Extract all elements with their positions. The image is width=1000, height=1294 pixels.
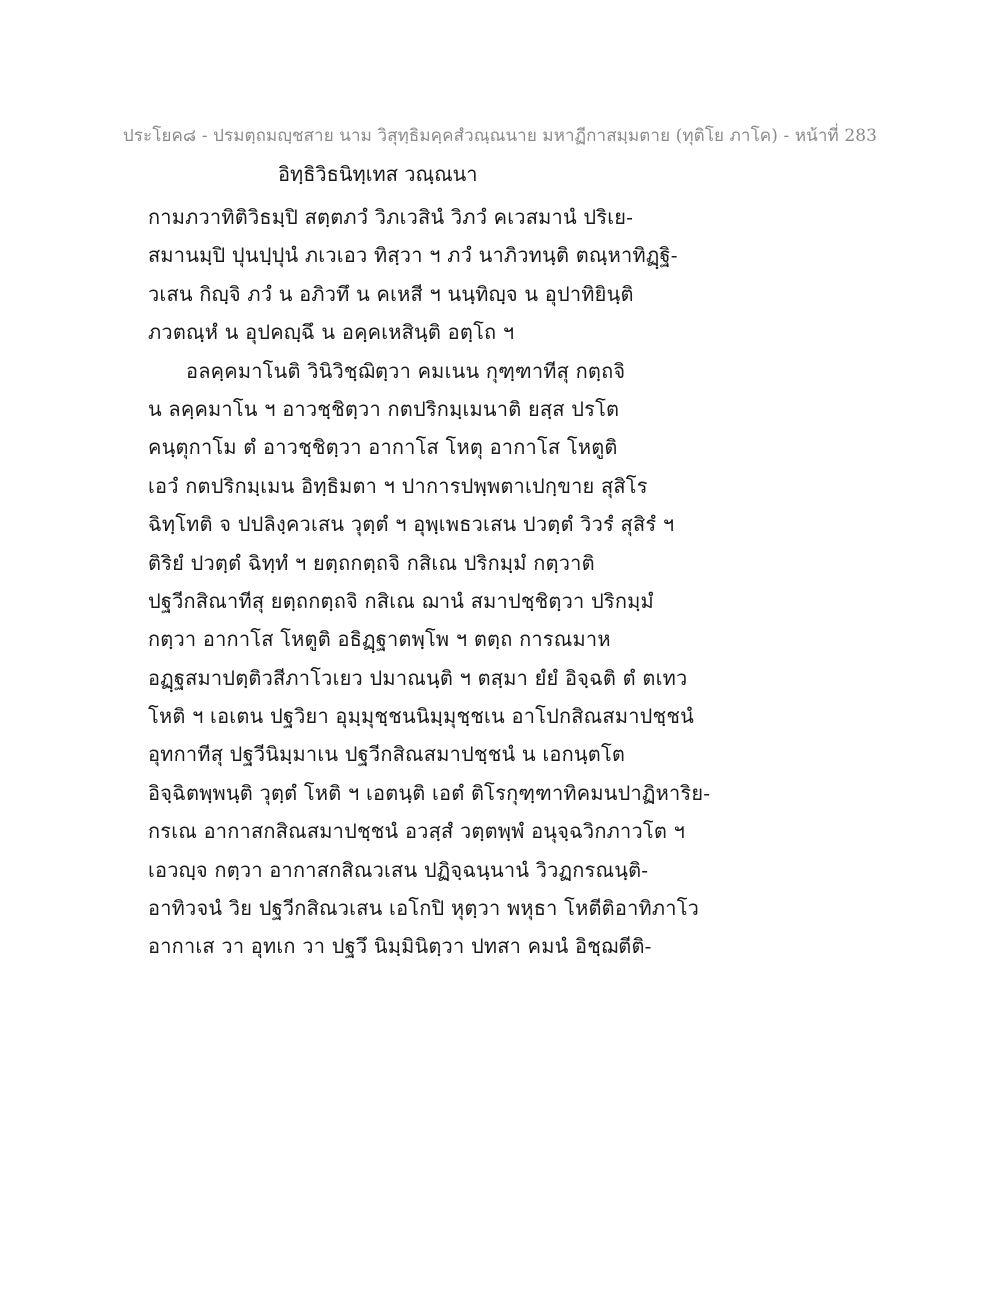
text-line: ฉิทฺโทติ จ ปปลิงฺควเสน วุตฺตํ ฯ อุพฺเพธวเสน ปวตฺตํ วิวรํ สุสิรํ ฯ (148, 512, 675, 537)
text-line: อุทกาทีสุ ปฐวีนิมฺมาเน ปฐวีกสิณสมาปชฺชนํ น เอกนฺตโต (148, 742, 626, 767)
text-line: อฏฺฐสมาปตฺติวสีภาโวเยว ปมาณนฺติ ฯ ตสฺมา ยํยํ อิจฺฉติ ตํ ตเทว (148, 665, 688, 690)
body-text (148, 198, 848, 966)
text-line: เอวํ กตปริกมฺเมน อิทฺธิมตา ฯ ปาการปพฺพตาเปกฺขาย สุสิโร (148, 473, 648, 498)
text-line: น ลคฺคมาโน ฯ อาวชฺชิตฺวา กตปริกมฺเมนาติ ยสฺส ปรโต (148, 396, 620, 421)
section-title: อิทฺธิวิธนิทฺเทส วณฺณนา (278, 162, 478, 186)
text-line: อากาเส วา อุทเก วา ปฐวึ นิมฺมินิตฺวา ปทสา คมนํ อิชฺฌตีติ- (148, 934, 652, 959)
text-line: กตฺวา อากาโส โหตูติ อธิฏฺฐาตพฺโพ ฯ ตตฺถ การณมาห (148, 627, 611, 652)
text-line: กรเณ อากาสกสิณสมาปชฺชนํ อวสฺสํ วตฺตพฺพํ อนุจฺฉวิกภาวโต ฯ (148, 819, 686, 844)
text-line: คนฺตุกาโม ตํ อาวชฺชิตฺวา อากาโส โหตุ อากาโส โหตูติ (148, 435, 618, 460)
text-line: ภวตณฺหํ น อุปคญฺฉึ น อคฺคเหสินฺติ อตฺโถ ฯ (148, 320, 515, 345)
text-line: กามภวาทิติวิธมฺปิ สตฺตภวํ วิภเวสินํ วิภวํ คเวสมานํ ปริเย- (148, 205, 634, 229)
text-line: โหติ ฯ เอเตน ปฐวิยา อุมฺมุชฺชนนิมฺมุชฺชเน อาโปกสิณสมาปชฺชนํ (148, 704, 694, 729)
text-line: ปฐวีกสิณาทีสุ ยตฺถกตฺถจิ กสิเณ ฌานํ สมาปชฺชิตฺวา ปริกมฺมํ (148, 588, 654, 613)
running-head: ประโยค๘ - ปรมตฺถมญฺชสาย นาม วิสุทฺธิมคฺคสํวณฺณนาย มหาฏีกาสมฺมตาย (ทุติโย ภาโค) - หน้าที่ 283 (122, 126, 878, 146)
paragraph-start-line: อลคฺคมาโนติ วินิวิชฺฌิตฺวา คมเนน กุฑฺฑาทีสุ กตฺถจิ (186, 358, 626, 383)
text-line: อิจฺฉิตพฺพนฺติ วุตฺตํ โหติ ฯ เอตนฺติ เอตํ ติโรกุฑฺฑาทิคมนปาฏิหาริย- (148, 780, 711, 805)
text-line: สมานมฺปิ ปุนปฺปุนํ ภเวเอว ทิสฺวา ฯ ภวํ นาภิวทนฺติ ตณฺหาทิฏฺฐิ- (148, 243, 678, 268)
text-line: วเสน กิญฺจิ ภวํ น อภิวทึ น คเหสี ฯ นนฺทิญฺจ น อุปาทิยินฺติ (148, 281, 634, 306)
text-line: ติริยํ ปวตฺตํ ฉิทฺทํ ฯ ยตฺถกตฺถจิ กสิเณ ปริกมฺมํ กตฺวาติ (148, 550, 595, 575)
text-line: อาทิวจนํ วิย ปฐวีกสิณวเสน เอโกปิ หุตฺวา พหุธา โหตีติอาทิภาโว (148, 896, 700, 921)
text-line: เอวญฺจ กตฺวา อากาสกสิณวเสน ปฏิจฺฉนฺนานํ วิวฏกรณนฺติ- (148, 857, 649, 882)
